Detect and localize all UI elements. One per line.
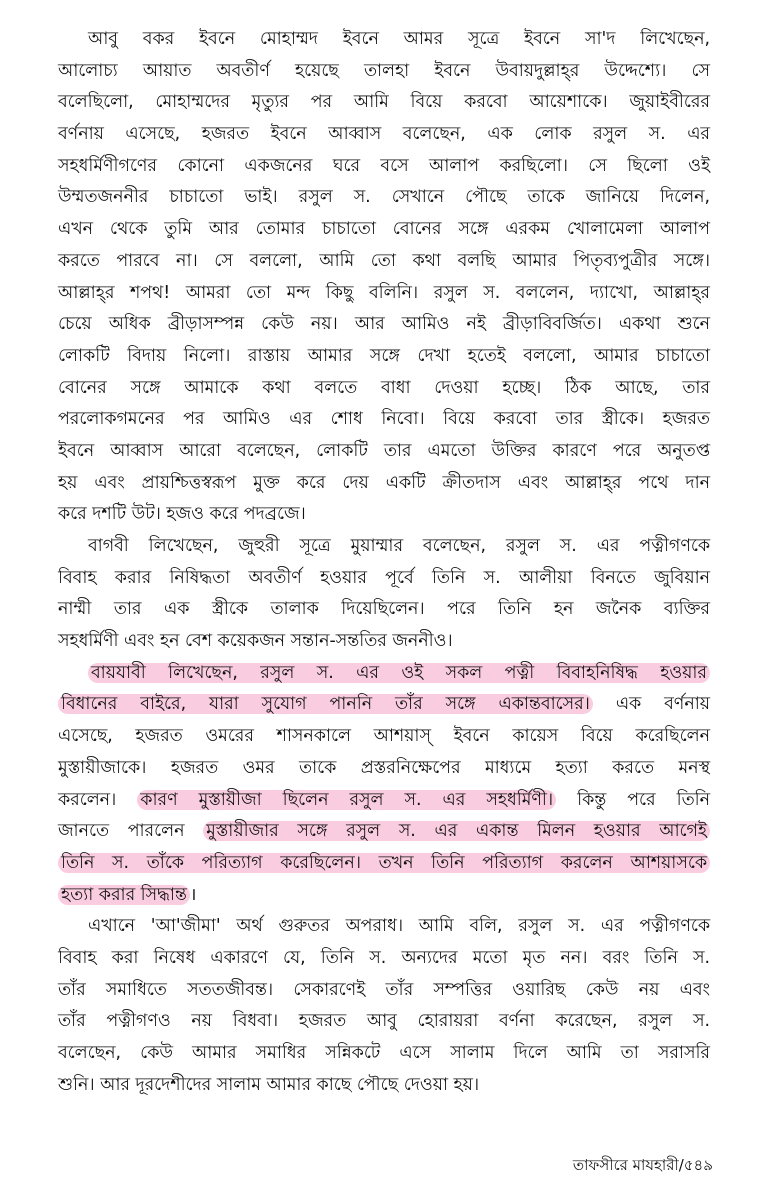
plain-text: কিন্তু পরে তিনি bbox=[556, 789, 710, 810]
text-line: এখন থেকে তুমি আর তোমার চাচাতো বোনের সঙ্গে এরকম খোলামেলা আলাপ bbox=[58, 219, 710, 240]
text-line: বাগবী লিখেছেন, জুহুরী সূত্রে মুয়াম্মার বলেছেন, রসুল স. এর পত্নীগণকে bbox=[88, 536, 710, 556]
page-body bbox=[58, 24, 710, 1101]
paragraph-1 bbox=[58, 24, 710, 531]
highlighted-text: বায়যাবী লিখেছেন, রসুল স. এর ওই সকল পত্নী বিবাহনিষিদ্ধ হওয়ার bbox=[88, 663, 710, 683]
text-line: বিবাহ করার নিষিদ্ধতা অবতীর্ণ হওয়ার পূর্বে তিনি স. আলীয়া বিনতে জুবিয়ান bbox=[58, 567, 710, 588]
text-line bbox=[58, 848, 710, 880]
text-line: এখানে 'আ'জীমা' অর্থ গুরুতর অপরাধ। আমি বলি, রসুল স. এর পত্নীগণকে bbox=[88, 916, 710, 937]
paragraph-3-highlighted bbox=[58, 658, 710, 912]
text-line bbox=[58, 658, 710, 690]
text-line: বিবাহ করা নিষেধ একারণে যে, তিনি স. অন্যদের মতো মৃত নন। বরং তিনি স. bbox=[58, 947, 710, 968]
text-line: মুস্তায়ীজাকে। হজরত ওমর তাকে প্রস্তরনিক্ষেপের মাধ্যমে হত্যা করতে মনস্থ bbox=[58, 757, 710, 778]
text-line: তাঁর পত্নীগণও নয় বিধবা। হজরত আবু হোরায়রা বর্ণনা করেছেন, রসুল স. bbox=[58, 1011, 710, 1032]
text-line: বলেছেন, কেউ আমার সমাধির সন্নিকটে এসে সালাম দিলে আমি তা সরাসরি bbox=[58, 1043, 710, 1063]
text-line: করতে পারবে না। সে বললো, আমি তো কথা বলছি আমার পিতৃব্যপুত্রীর সঙ্গে। bbox=[58, 250, 710, 271]
text-line: করে দশটি উট। হজও করে পদব্রজে। bbox=[58, 504, 306, 525]
text-line: চেয়ে অধিক ব্রীড়াসম্পন্ন কেউ নয়। আর আমিও নই ব্রীড়াবিবর্জিত। একথা শুনে bbox=[58, 314, 710, 335]
text-line: বলেছিলো, মোহাম্মদের মৃত্যুর পর আমি বিয়ে করবো আয়েশাকে। জুয়াইবীরের bbox=[58, 92, 710, 113]
text-line bbox=[58, 689, 710, 721]
text-line: তাঁর সমাধিতে সততজীবন্ত। সেকারণেই তাঁর সম্পত্তির ওয়ারিছ কেউ নয় এবং bbox=[58, 979, 710, 1000]
highlighted-text: কারণ মুস্তায়ীজা ছিলেন রসুল স. এর সহধর্মিণী। bbox=[137, 790, 556, 810]
text-line: আবু বকর ইবনে মোহাম্মদ ইবনে আমর সূত্রে ইবনে সা'দ লিখেছেন, bbox=[88, 29, 710, 49]
highlighted-text: তিনি স. তাঁকে পরিত্যাগ করেছিলেন। তখন তিনি পরিত্যাগ করলেন আশয়াসকে bbox=[58, 853, 710, 873]
text-line: আল্লাহ্‌র শপথ! আমরা তো মন্দ কিছু বলিনি। রসুল স. বললেন, দ্যাখো, আল্লাহ্‌র bbox=[58, 282, 710, 303]
text-line: বর্ণনায় এসেছে, হজরত ইবনে আব্বাস বলেছেন, এক লোক রসুল স. এর bbox=[58, 124, 710, 145]
highlighted-text: হত্যা করার সিদ্ধান্ত bbox=[58, 885, 190, 905]
plain-text: জানতে পারলেন bbox=[58, 821, 204, 842]
text-line: সহধর্মিণী এবং হন বেশ কয়েকজন সন্তান-সন্ততির জননীও। bbox=[58, 631, 453, 652]
text-line: উম্মতজননীর চাচাতো ভাই। রসুল স. সেখানে পৌছে তাকে জানিয়ে দিলেন, bbox=[58, 187, 710, 208]
text-line: পরলোকগমনের পর আমিও এর শোধ নিবো। বিয়ে করবো তার স্ত্রীকে। হজরত bbox=[58, 409, 710, 430]
text-line: সহধর্মিণীগণের কোনো একজনের ঘরে বসে আলাপ করছিলো। সে ছিলো ওই bbox=[58, 155, 710, 176]
text-line: নাম্মী তার এক স্ত্রীকে তালাক দিয়েছিলেন। পরে তিনি হন জনৈক ব্যক্তির bbox=[58, 599, 710, 620]
text-line: শুনি। আর দূরদেশীদের সালাম আমার কাছে পৌছে দেওয়া হয়। bbox=[58, 1074, 480, 1095]
paragraph-2 bbox=[58, 531, 710, 658]
page-footer: তাফসীরে মাযহারী/৫৪৯ bbox=[572, 1156, 713, 1174]
text-line: বোনের সঙ্গে আমাকে কথা বলতে বাধা দেওয়া হচ্ছে। ঠিক আছে, তার bbox=[58, 377, 710, 398]
plain-text: । bbox=[189, 884, 197, 905]
plain-text: এক বর্ণনায় bbox=[592, 694, 710, 715]
text-line: লোকটি বিদায় নিলো। রাস্তায় আমার সঙ্গে দেখা হতেই বললো, আমার চাচাতো bbox=[58, 345, 710, 366]
plain-text: করলেন। bbox=[58, 789, 138, 810]
text-line: ইবনে আব্বাস আরো বলেছেন, লোকটি তার এমতো উক্তির কারণে পরে অনুতপ্ত bbox=[58, 440, 710, 461]
paragraph-4 bbox=[58, 911, 710, 1101]
highlighted-text: মুস্তায়ীজার সঙ্গে রসুল স. এর একান্ত মিলন হওয়ার আগেই bbox=[203, 821, 710, 841]
text-line: হয় এবং প্রায়শ্চিত্তস্বরূপ মুক্ত করে দেয় একটি ক্রীতদাস এবং আল্লাহ্‌র পথে দান bbox=[58, 472, 710, 493]
text-line bbox=[58, 816, 710, 848]
text-line: এসেছে, হজরত ওমরের শাসনকালে আশয়াস্‌ ইবনে কায়েস বিয়ে করেছিলেন bbox=[58, 726, 710, 747]
text-line: আলোচ্য আয়াত অবতীর্ণ হয়েছে তালহা ইবনে উবায়দুল্লাহ্‌র উদ্দেশ্যে। সে bbox=[58, 60, 710, 81]
highlighted-text: বিধানের বাইরে, যারা সুযোগ পাননি তাঁর সঙ্গে একান্তবাসের। bbox=[58, 694, 593, 714]
text-line bbox=[58, 785, 710, 817]
text-line bbox=[58, 880, 710, 912]
